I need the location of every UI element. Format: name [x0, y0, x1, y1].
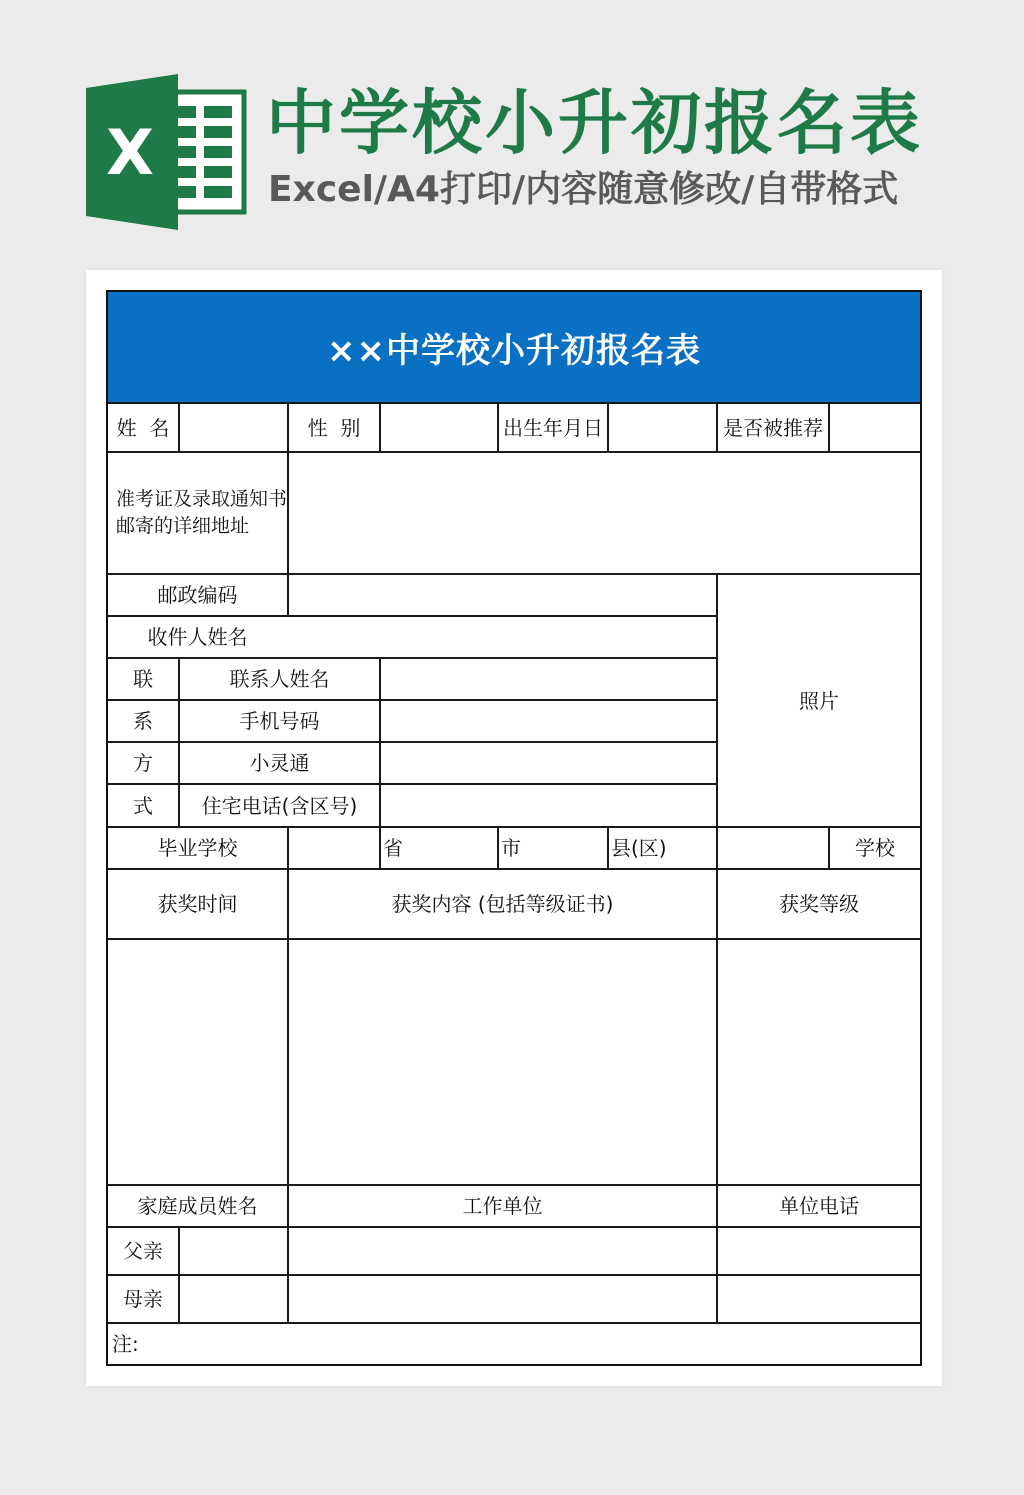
mother-work-input[interactable]: [289, 1276, 716, 1322]
mobile-label: 手机号码: [239, 709, 320, 733]
mother-label: 母亲: [123, 1287, 163, 1311]
contact-char: 联: [133, 667, 153, 691]
gender-input[interactable]: [381, 404, 497, 451]
father-name-input[interactable]: [180, 1228, 287, 1274]
city-label: 市: [501, 836, 521, 860]
family-name-header: 家庭成员姓名: [137, 1194, 258, 1218]
contact-name-input[interactable]: [381, 659, 716, 699]
award-content-header: 获奖内容 (包括等级证书): [391, 892, 614, 916]
note-label: 注:: [112, 1332, 139, 1356]
banner-subtitle: Excel/A4打印/内容随意修改/自带格式: [268, 169, 899, 210]
recommend-label: 是否被推荐: [723, 415, 823, 440]
address-input[interactable]: [289, 453, 920, 573]
award-content-input[interactable]: [289, 940, 716, 1184]
gender-label: 性 别: [307, 415, 361, 440]
postcode-input[interactable]: [289, 575, 716, 615]
award-level-header: 获奖等级: [779, 892, 859, 916]
mother-name-input[interactable]: [180, 1276, 287, 1322]
phs-input[interactable]: [381, 743, 716, 783]
postcode-label: 邮政编码: [157, 583, 238, 607]
recipient-input[interactable]: [289, 617, 716, 657]
graduate-school-input[interactable]: [289, 828, 379, 868]
province-label: 省: [383, 836, 403, 860]
banner: [0, 0, 1024, 250]
address-label: 准考证及录取通知书邮寄的详细地址: [116, 488, 288, 537]
award-level-input[interactable]: [718, 940, 920, 1184]
county-label: 县(区): [611, 836, 667, 860]
name-label: 姓 名: [116, 415, 170, 440]
registration-form: [106, 290, 922, 1366]
home-phone-input[interactable]: [381, 785, 716, 826]
mobile-input[interactable]: [381, 701, 716, 741]
contact-char: 方: [133, 751, 153, 775]
name-input[interactable]: [180, 404, 287, 451]
recommend-input[interactable]: [830, 404, 920, 451]
work-phone-header: 单位电话: [779, 1194, 859, 1218]
recipient-label: 收件人姓名: [147, 625, 248, 649]
birth-input[interactable]: [609, 404, 716, 451]
photo-label: 照片: [799, 688, 839, 713]
form-header: [108, 292, 920, 402]
father-work-input[interactable]: [289, 1228, 716, 1274]
form-title: ××中学校小升初报名表: [327, 330, 701, 371]
graduate-school-label: 毕业学校: [157, 836, 238, 860]
father-label: 父亲: [123, 1239, 163, 1263]
father-phone-input[interactable]: [718, 1228, 920, 1274]
school-input[interactable]: [718, 828, 828, 868]
excel-logo-icon: [86, 74, 248, 230]
award-time-input[interactable]: [108, 940, 287, 1184]
home-phone-label: 住宅电话(含区号): [201, 793, 358, 818]
phs-label: 小灵通: [249, 751, 310, 775]
work-unit-header: 工作单位: [462, 1194, 543, 1218]
contact-char: 式: [133, 793, 153, 818]
contact-char: 系: [133, 709, 153, 733]
award-time-header: 获奖时间: [157, 892, 238, 916]
school-label: 学校: [855, 836, 895, 860]
banner-title: 中学校小升初报名表: [266, 82, 923, 164]
contact-name-label: 联系人姓名: [229, 667, 330, 691]
svg-text:X: X: [106, 116, 154, 189]
birth-label: 出生年月日: [503, 415, 603, 440]
mother-phone-input[interactable]: [718, 1276, 920, 1322]
